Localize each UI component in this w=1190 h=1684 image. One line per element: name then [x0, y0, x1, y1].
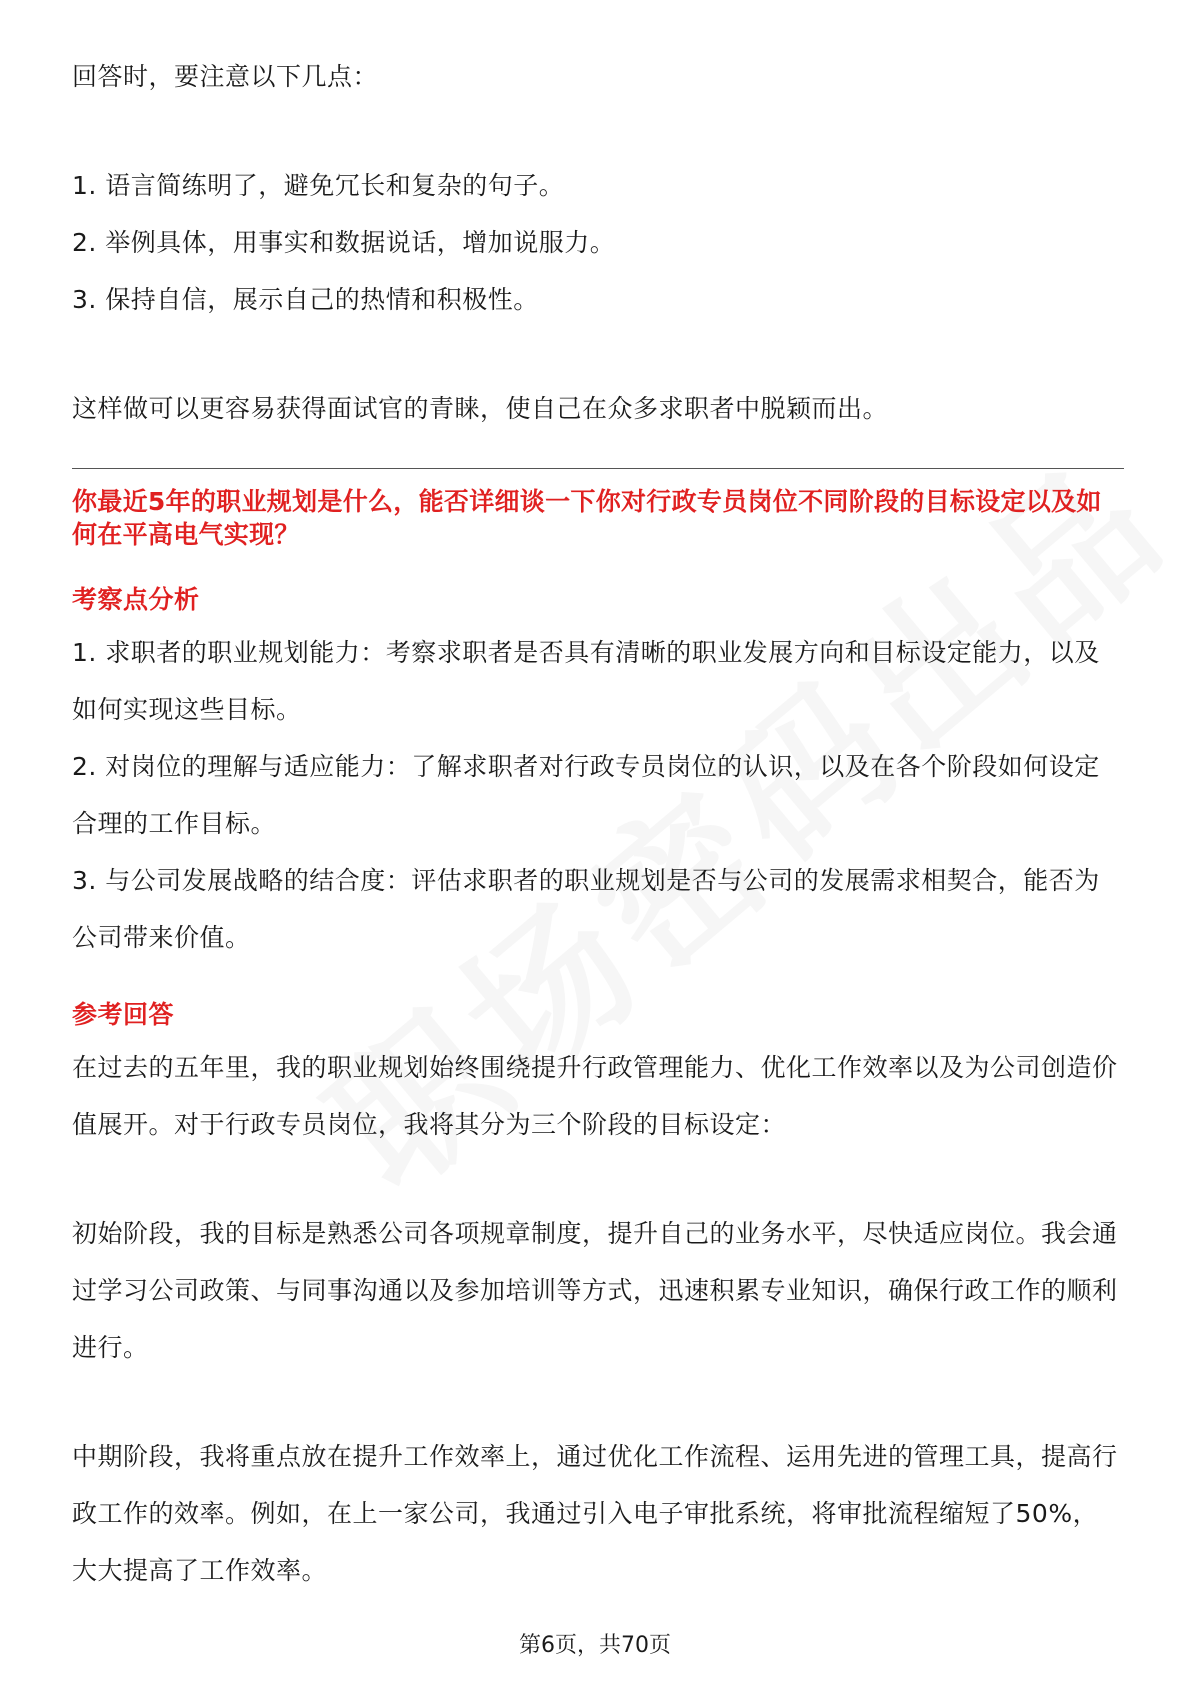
- answer-heading: 参考回答: [72, 1000, 175, 1029]
- analysis-point: 1. 求职者的职业规划能力：考察求职者是否具有清晰的职业发展方向和目标设定能力，以及如何实现这些目标。: [72, 638, 1100, 724]
- intro-point: 2. 举例具体，用事实和数据说话，增加说服力。: [72, 228, 616, 257]
- answer-paragraph: 中期阶段，我将重点放在提升工作效率上，通过优化工作流程、运用先进的管理工具，提高行政工作的效率。例如，在上一家公司，我通过引入电子审批系统，将审批流程缩短了50%，大大提高了工作效率。: [72, 1442, 1118, 1585]
- answer-section: [72, 995, 1122, 1599]
- analysis-heading: 考察点分析: [72, 585, 200, 614]
- analysis-section: [72, 580, 1122, 966]
- analysis-point: 2. 对岗位的理解与适应能力：了解求职者对行政专员岗位的认识，以及在各个阶段如何设定合理的工作目标。: [72, 752, 1100, 838]
- intro-section: [72, 48, 1120, 437]
- intro-closing: 这样做可以更容易获得面试官的青睐，使自己在众多求职者中脱颖而出。: [72, 394, 889, 423]
- answer-paragraph: 在过去的五年里，我的职业规划始终围绕提升行政管理能力、优化工作效率以及为公司创造价值展开。对于行政专员岗位，我将其分为三个阶段的目标设定：: [72, 1053, 1118, 1139]
- intro-point: 3. 保持自信，展示自己的热情和积极性。: [72, 285, 539, 314]
- intro-lead: 回答时，要注意以下几点：: [72, 62, 379, 91]
- section-divider: [72, 468, 1124, 469]
- intro-point: 1. 语言简练明了，避免冗长和复杂的句子。: [72, 171, 565, 200]
- answer-paragraph: 初始阶段，我的目标是熟悉公司各项规章制度，提升自己的业务水平，尽快适应岗位。我会通过学习公司政策、与同事沟通以及参加培训等方式，迅速积累专业知识，确保行政工作的顺利进行。: [72, 1219, 1118, 1362]
- page-number: 第6页，共70页: [519, 1633, 671, 1658]
- question-title: 你最近5年的职业规划是什么，能否详细谈一下你对行政专员岗位不同阶段的目标设定以及如何在平高电气实现？: [72, 487, 1102, 549]
- analysis-point: 3. 与公司发展战略的结合度：评估求职者的职业规划是否与公司的发展需求相契合，能否为公司带来价值。: [72, 866, 1100, 952]
